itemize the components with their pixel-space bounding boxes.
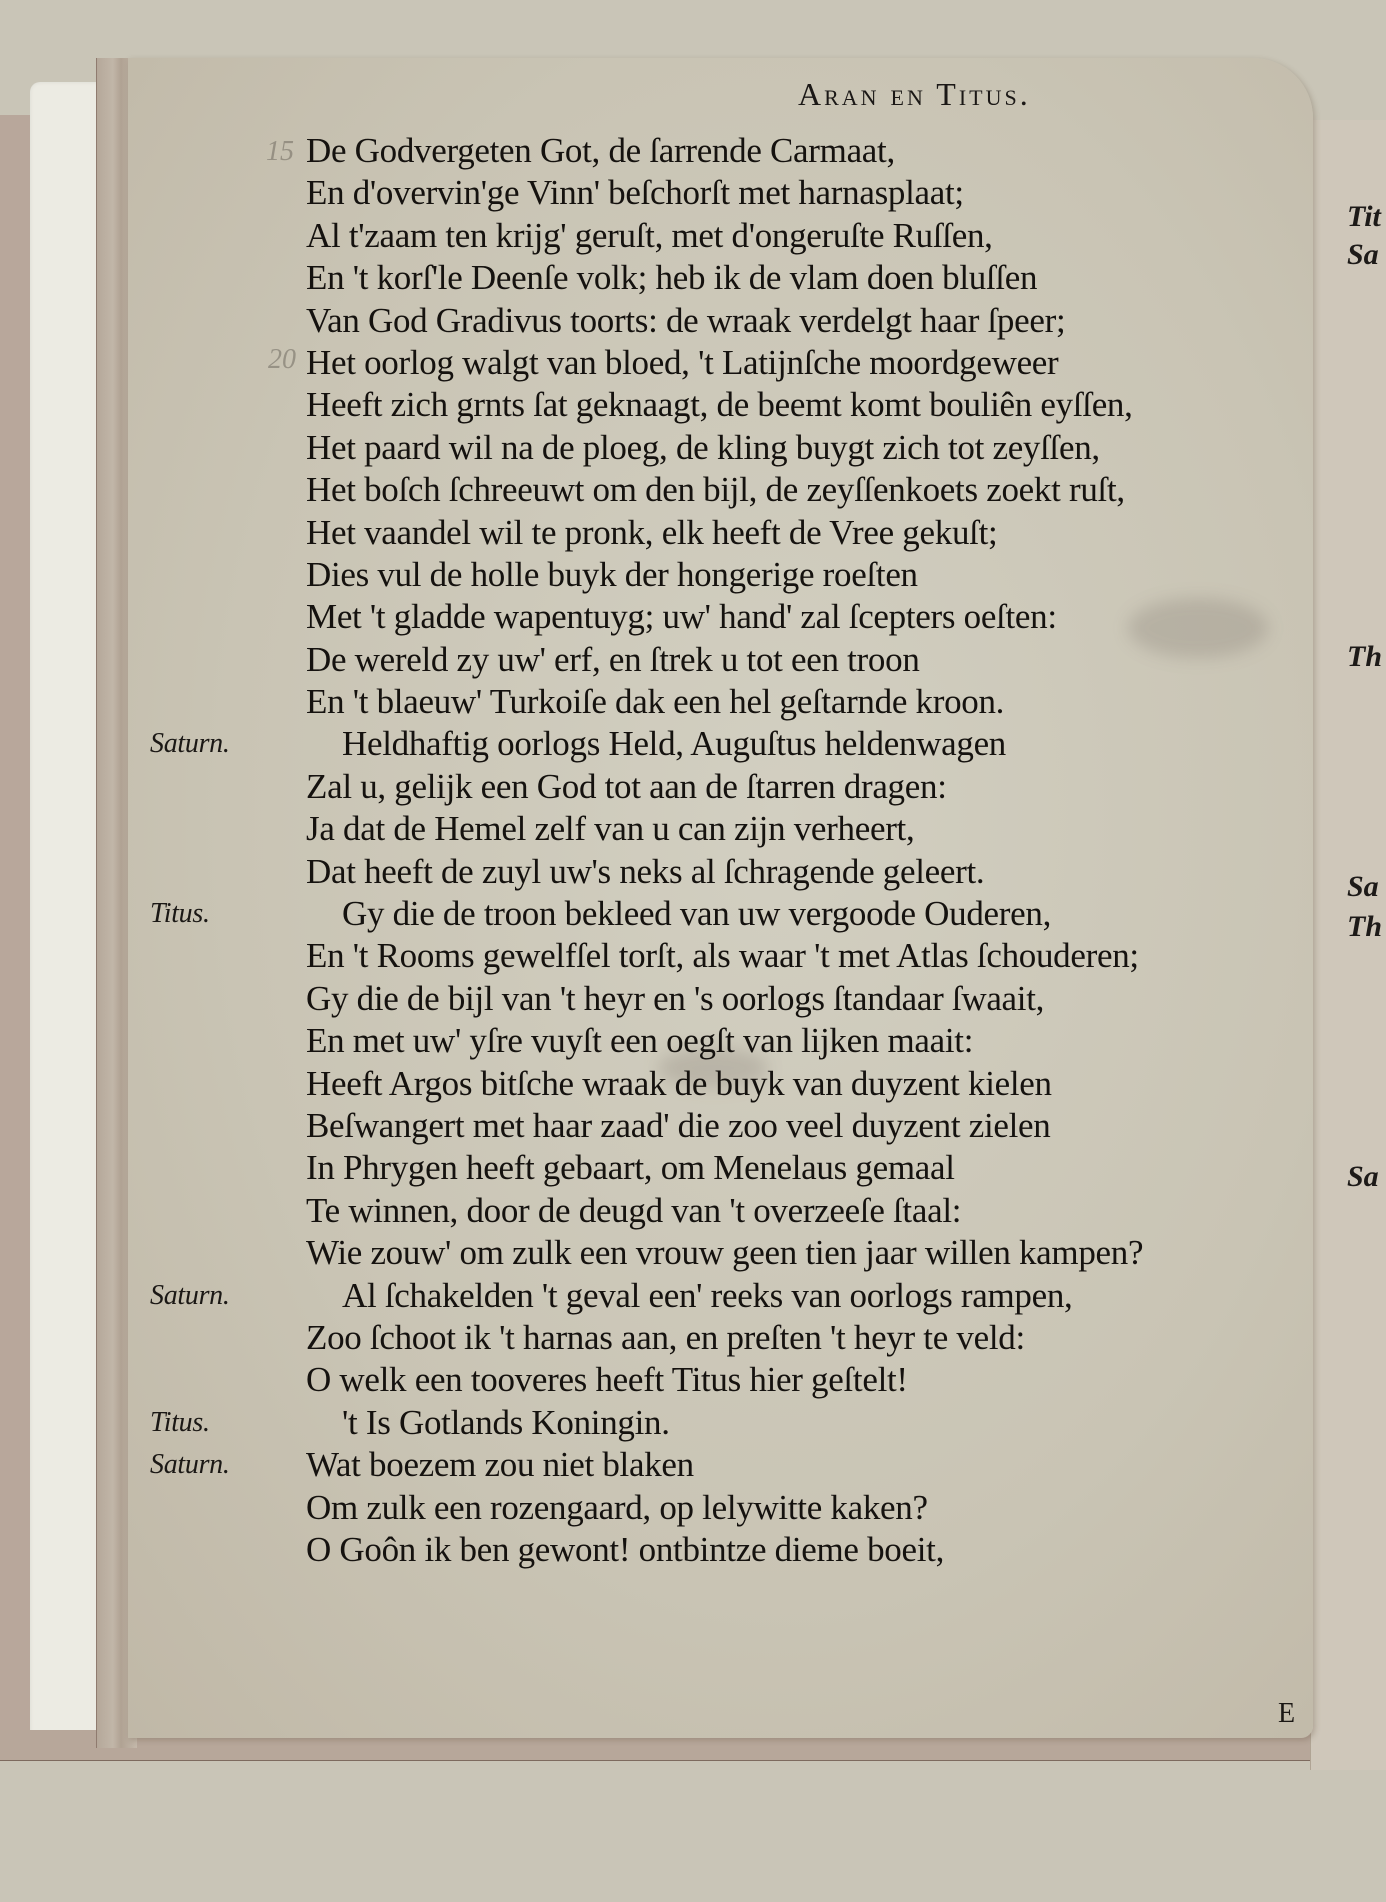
verse-text-line: Wat boezem zou niet blaken xyxy=(306,1445,694,1485)
verse-line xyxy=(306,1105,1306,1147)
verse-line xyxy=(306,257,1306,299)
verse-text-line: Zoo ſchoot ik 't harnas aan, en preſten 't heyr te veld: xyxy=(306,1317,1025,1357)
verse-line xyxy=(306,681,1306,723)
verse-text-line: En met uw' yſre vuyſt een oegſt van lijken maait: xyxy=(306,1021,974,1061)
verse-line xyxy=(306,384,1306,426)
verse-text-line: 't Is Gotlands Koningin. xyxy=(342,1402,670,1442)
verse-text-line: Zal u, gelijk een God tot aan de ſtarren dragen: xyxy=(306,766,947,806)
verse-line xyxy=(306,1317,1306,1359)
speaker-label: Saturn. xyxy=(150,1279,230,1311)
verse-line xyxy=(306,300,1306,342)
speaker-label: Saturn. xyxy=(150,728,230,760)
facing-speaker-label: Th xyxy=(1347,910,1383,943)
verse-line xyxy=(306,1020,1306,1062)
verse-text-line: O Goôn ik ben gewont! ontbintze dieme boeit, xyxy=(306,1529,945,1569)
facing-speaker-label: Th xyxy=(1347,640,1383,673)
verse-text-line: Heldhaftig oorlogs Held, Auguſtus heldenwagen xyxy=(342,724,1007,764)
verse-text-line: O welk een tooveres heeft Titus hier geſtelt! xyxy=(306,1360,908,1400)
verse-line xyxy=(306,172,1306,214)
verse-line xyxy=(150,1444,1306,1486)
verse-text-line: Beſwangert met haar zaad' die zoo veel duyzent zielen xyxy=(306,1105,1051,1145)
facing-speaker-label: Sa xyxy=(1347,238,1379,271)
verse-line xyxy=(306,935,1306,977)
verse-line xyxy=(306,1359,1306,1401)
verse-text-line: En 't Rooms gewelfſel torſt, als waar 't met Atlas ſchouderen; xyxy=(306,936,1139,976)
verse-line xyxy=(306,766,1306,808)
verse-text-line: Het vaandel wil te pronk, elk heeft de Vree gekuſt; xyxy=(306,512,998,552)
verse-text-line: Dies vul de holle buyk der hongerige roeſten xyxy=(306,554,918,594)
verse-text-line: En d'overvin'ge Vinn' beſchorſt met harnasplaat; xyxy=(306,173,964,213)
verse-line xyxy=(306,808,1306,850)
signature-mark: E xyxy=(1278,1698,1296,1729)
verse-text-line: Gy die de bijl van 't heyr en 's oorlogs ſtandaar ſwaait, xyxy=(306,978,1045,1018)
verse-text-line: En 't blaeuw' Turkoiſe dak een hel geſtarnde kroon. xyxy=(306,682,1005,722)
margin-line-number: 15 xyxy=(266,136,294,167)
verse-line xyxy=(306,1190,1306,1232)
verse-text-line: Ja dat de Hemel zelf van u can zijn verheert, xyxy=(306,809,915,849)
verse-text-line: Heeft Argos bitſche wraak de buyk van duyzent kielen xyxy=(306,1063,1052,1103)
verse-text-line: Van God Gradivus toorts: de wraak verdelgt haar ſpeer; xyxy=(306,300,1066,340)
verse-line xyxy=(306,1232,1306,1274)
verse-line xyxy=(306,1147,1306,1189)
verse-line xyxy=(306,469,1306,511)
verse-text-line: Al t'zaam ten krijg' geruſt, met d'ongeruſte Ruſſen, xyxy=(306,215,993,255)
facing-speaker-label: Sa xyxy=(1347,1160,1379,1193)
verse-text-line: Te winnen, door de deugd van 't overzeeſe ſtaal: xyxy=(306,1190,962,1230)
verse-line xyxy=(306,427,1306,469)
verse-line xyxy=(150,723,1306,765)
verse-text-line: Het paard wil na de ploeg, de kling buygt zich tot zeyſſen, xyxy=(306,427,1100,467)
verse-line xyxy=(306,851,1306,893)
verse-line xyxy=(150,893,1306,935)
verse-text-line: Wie zouw' om zulk een vrouw geen tien jaar willen kampen? xyxy=(306,1233,1144,1273)
verse-text-line: Al ſchakelden 't geval een' reeks van oorlogs rampen, xyxy=(342,1275,1073,1315)
speaker-label: Titus. xyxy=(150,1406,210,1438)
running-head: Aran en Titus. xyxy=(798,76,1031,112)
verse-line xyxy=(150,1275,1306,1317)
speaker-label: Titus. xyxy=(150,898,210,930)
verse-text-line: Met 't gladde wapentuyg; uw' hand' zal ſcepters oeſten: xyxy=(306,597,1057,637)
verse-text-line: Het boſch ſchreeuwt om den bijl, de zeyſſenkoets zoekt ruſt, xyxy=(306,470,1125,510)
verse-line xyxy=(306,1487,1306,1529)
verse-text-line: Het oorlog walgt van bloed, 't Latijnſche moordgeweer xyxy=(306,342,1059,382)
verse-text-line: Om zulk een rozengaard, op lelywitte kaken? xyxy=(306,1487,928,1527)
verse-line xyxy=(306,1529,1306,1571)
verse-text-line: En 't korſ'le Deenſe volk; heb ik de vlam doen bluſſen xyxy=(306,258,1038,298)
verse-line xyxy=(306,596,1306,638)
verse-line xyxy=(150,1402,1306,1444)
facing-speaker-label: Tit xyxy=(1347,200,1381,233)
verse-text-line: Heeft zich grnts ſat geknaagt, de beemt komt bouliên eyſſen, xyxy=(306,385,1133,425)
speaker-label: Saturn. xyxy=(150,1449,230,1481)
facing-page xyxy=(1310,120,1386,1770)
verse-text-line: Gy die de troon bekleed van uw vergoode Ouderen, xyxy=(342,894,1052,934)
verse-line xyxy=(306,215,1306,257)
verse-text-line: De wereld zy uw' erf, en ſtrek u tot een troon xyxy=(306,639,920,679)
verse-line xyxy=(306,512,1306,554)
verse-line xyxy=(306,554,1306,596)
verse-line xyxy=(306,342,1306,384)
paper-slip xyxy=(30,82,100,1742)
facing-speaker-label: Sa xyxy=(1347,870,1379,903)
verse-text-line: In Phrygen heeft gebaart, om Menelaus gemaal xyxy=(306,1148,955,1188)
verse-line xyxy=(306,1063,1306,1105)
verse-text-line: Dat heeft de zuyl uw's neks al ſchragende geleert. xyxy=(306,851,985,891)
verse-line xyxy=(306,639,1306,681)
verse-line xyxy=(306,978,1306,1020)
verse-line xyxy=(306,130,1306,172)
verse-text-line: De Godvergeten Got, de ſarrende Carmaat, xyxy=(306,131,895,170)
margin-line-number: 20 xyxy=(268,344,296,375)
book-page xyxy=(128,58,1313,1738)
